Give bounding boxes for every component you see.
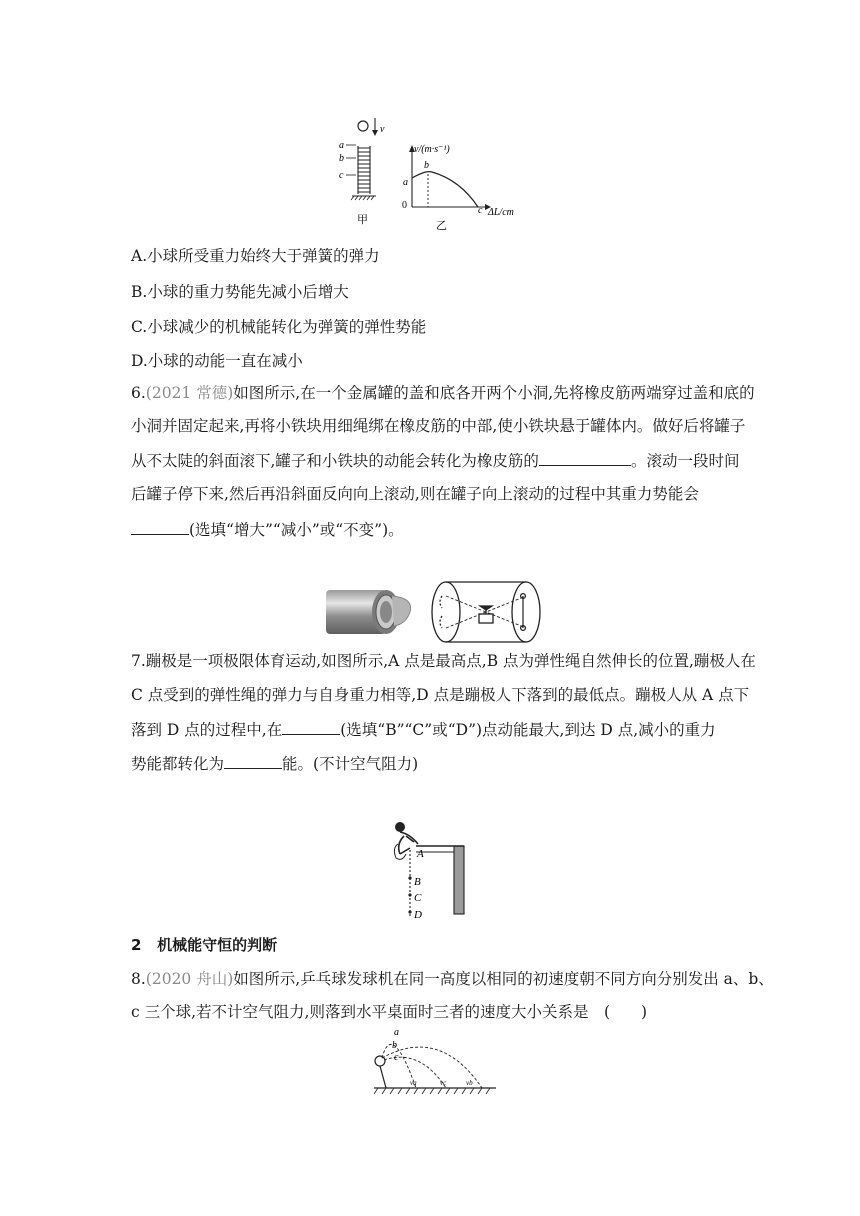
q7-line2: C 点受到的弹性绳的弹力与自身重力相等,D 点是蹦极人下落到的最低点。蹦极人从 A 点下 — [131, 686, 750, 704]
pingpong-label-c: c — [394, 1052, 399, 1063]
pingpong-label-b: b — [392, 1040, 397, 1051]
q5-option-d: D.小球的动能一直在减小 — [131, 352, 303, 370]
metal-can-photo — [326, 590, 411, 634]
q7-line3 — [131, 718, 716, 741]
q6-number: 6. — [131, 384, 146, 402]
caption-yi: 乙 — [436, 220, 447, 232]
jumper-icon — [394, 822, 418, 859]
can-svg — [322, 576, 550, 646]
figure-pingpong — [370, 1026, 500, 1098]
figure-can — [322, 576, 550, 646]
figure-bungee — [388, 818, 472, 922]
graph-xlabel: ΔL/cm — [488, 207, 514, 218]
graph-label-b: b — [424, 160, 429, 171]
q7-text3b: (选填“B”“C”或“D”)点动能最大,到达 D 点,减小的重力 — [340, 721, 716, 739]
graph-label-c: c — [478, 205, 483, 216]
q8-text1: 如图所示,乒乓球发球机在同一高度以相同的初速度朝不同方向分别发出 a、b、 — [233, 970, 774, 988]
section-number: 2 — [131, 936, 142, 954]
spring-graph-svg — [330, 112, 530, 232]
spring-icon — [358, 146, 370, 194]
q5-option-b: B.小球的重力势能先减小后增大 — [131, 283, 349, 301]
section-heading — [131, 934, 277, 956]
q6-line3 — [131, 449, 739, 472]
label-v: v — [380, 124, 385, 135]
bungee-label-c: C — [414, 892, 422, 904]
q6-source: (2021 常德) — [145, 384, 234, 402]
q6-line2: 小洞并固定起来,再将小铁块用细绳绑在橡皮筋的中部,使小铁块悬于罐体内。做好后将罐子 — [131, 417, 746, 435]
pingpong-label-vc: vc — [440, 1079, 447, 1087]
pingpong-label-a: a — [394, 1027, 399, 1038]
q7-line1: 7.蹦极是一项极限体育运动,如图所示,A 点是最高点,B 点为弹性绳自然伸长的位置,蹦极人在 — [131, 652, 756, 670]
q5-option-c: C.小球减少的机械能转化为弹簧的弹性势能 — [131, 318, 427, 336]
graph-label-a: a — [403, 177, 408, 188]
label-a: a — [339, 140, 344, 151]
q7-text3a: 落到 D 点的过程中,在 — [131, 721, 283, 739]
pingpong-label-vb: vb — [466, 1079, 473, 1087]
q6-line4: 后罐子停下来,然后再沿斜面反向向上滚动,则在罐子向上滚动的过程中其重力势能会 — [131, 485, 699, 503]
label-b: b — [339, 153, 344, 164]
q6-line5 — [131, 518, 404, 541]
pingpong-label-va: va — [410, 1079, 417, 1087]
label-c: c — [339, 170, 344, 181]
q6-line1 — [131, 382, 755, 404]
q8-line2: c 三个球,若不计空气阻力,则落到水平桌面时三者的速度大小关系是 ( ) — [131, 1003, 648, 1021]
q8-line1 — [131, 968, 774, 990]
bungee-post — [454, 846, 464, 914]
q6-text3b: 。滚动一段时间 — [630, 452, 740, 470]
q5-option-a: A.小球所受重力始终大于弹簧的弹力 — [131, 247, 380, 265]
caption-jia: 甲 — [357, 214, 368, 226]
section-title: 机械能守恒的判断 — [157, 936, 278, 954]
bungee-label-b: B — [414, 876, 421, 888]
bungee-label-d: D — [414, 909, 422, 921]
q6-text1: 如图所示,在一个金属罐的盖和底各开两个小洞,先将橡皮筋两端穿过盖和底的 — [233, 384, 755, 402]
can-diagram — [432, 582, 540, 642]
q7-text4a: 势能都转化为 — [131, 755, 225, 773]
ball-icon — [358, 121, 368, 131]
q8-source: (2020 舟山) — [145, 970, 234, 988]
bungee-label-a: A — [417, 848, 424, 860]
q8-number: 8. — [131, 970, 146, 988]
q6-blank-1[interactable] — [539, 449, 631, 466]
q7-line4 — [131, 752, 418, 775]
figure-spring-graph — [330, 112, 530, 232]
q6-text5: (选填“增大”“减小”或“不变”)。 — [189, 521, 404, 539]
q6-blank-2[interactable] — [131, 518, 189, 535]
pingpong-svg — [370, 1026, 500, 1098]
bungee-svg — [388, 818, 472, 922]
q6-text3a: 从不太陡的斜面滚下,罐子和小铁块的动能会转化为橡皮筋的 — [131, 452, 539, 470]
q7-blank-2[interactable] — [224, 752, 282, 769]
graph-origin: 0 — [402, 200, 407, 211]
q7-text4b: 能。(不计空气阻力) — [282, 755, 419, 773]
q7-blank-1[interactable] — [282, 718, 340, 735]
graph-ylabel: v/(m·s⁻¹) — [414, 144, 450, 155]
velocity-arrow-icon — [372, 130, 378, 136]
velocity-curve — [412, 172, 478, 207]
